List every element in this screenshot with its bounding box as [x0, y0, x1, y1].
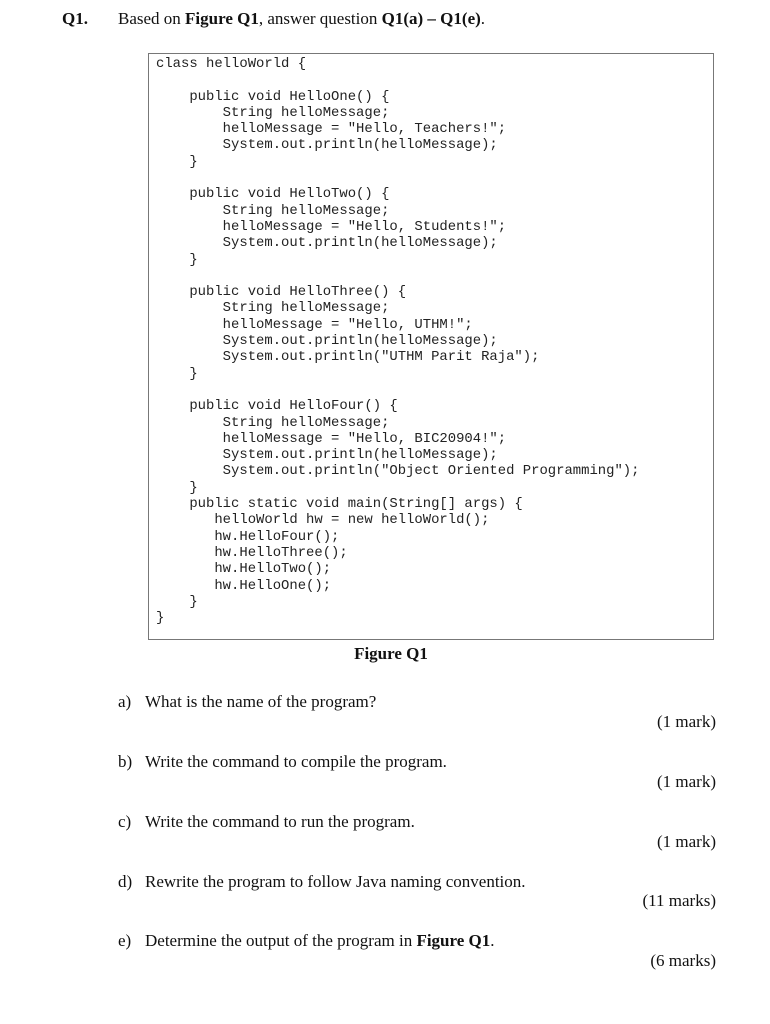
intro-text: . — [480, 9, 486, 28]
code-line: } — [156, 153, 198, 170]
code-line — [156, 72, 639, 88]
code-line: System.out.println(helloMessage); — [156, 333, 498, 350]
code-line: public void HelloTwo() { — [156, 186, 390, 203]
subquestion-c — [118, 812, 415, 832]
code-line: } — [156, 365, 198, 382]
code-line: hw.HelloFour(); — [156, 528, 340, 545]
marks-b: (1 mark) — [656, 772, 716, 791]
code-line: public static void main(String[] args) { — [156, 496, 523, 513]
code-line: } — [156, 251, 198, 268]
code-line: System.out.println(helloMessage); — [156, 235, 498, 252]
marks-a: (1 mark) — [656, 712, 716, 731]
subquestion-e — [118, 931, 495, 951]
code-line: public void HelloFour() { — [156, 398, 398, 415]
code-line: System.out.println("Object Oriented Programming"); — [156, 463, 640, 480]
code-line: helloMessage = "Hello, BIC20904!"; — [156, 430, 507, 447]
code-line: helloMessage = "Hello, UTHM!"; — [156, 316, 473, 333]
subquestion-b — [118, 752, 447, 772]
subquestion-text: Determine the output of the program in — [145, 931, 417, 950]
subquestion-text-end: . — [490, 931, 495, 950]
code-line: String helloMessage; — [156, 414, 390, 431]
code-line — [156, 268, 639, 284]
code-line: public void HelloThree() { — [156, 284, 407, 301]
subquestion-label: e) — [118, 931, 132, 950]
code-line: hw.HelloThree(); — [156, 544, 348, 561]
subquestion-text: Write the command to run the program. — [145, 812, 415, 831]
code-line: helloMessage = "Hello, Teachers!"; — [156, 121, 507, 138]
intro-text: Based on — [118, 9, 186, 28]
marks-e: (6 marks) — [650, 951, 716, 970]
code-line: System.out.println(helloMessage); — [156, 447, 498, 464]
code-line — [156, 170, 639, 186]
subquestion-label: b) — [118, 752, 133, 771]
code-line: } — [156, 479, 198, 496]
code-line: helloWorld hw = new helloWorld(); — [156, 512, 490, 529]
subquestion-figure-ref: Figure Q1 — [416, 931, 491, 950]
marks-c: (1 mark) — [656, 832, 716, 851]
code-line: String helloMessage; — [156, 202, 390, 219]
figure-caption: Figure Q1 — [354, 644, 428, 663]
code-line: helloMessage = "Hello, Students!"; — [156, 218, 507, 235]
subquestion-d — [118, 872, 526, 892]
subquestion-text: Write the command to compile the program. — [145, 752, 447, 771]
code-line: String helloMessage; — [156, 300, 390, 317]
subquestion-text: What is the name of the program? — [145, 692, 377, 711]
code-line: hw.HelloOne(); — [156, 577, 332, 594]
code-line: class helloWorld { — [156, 56, 307, 72]
code-listing — [156, 56, 639, 626]
subquestion-label: d) — [118, 872, 133, 891]
code-line — [156, 382, 639, 398]
question-number: Q1. — [62, 9, 88, 28]
intro-text: , answer question — [258, 9, 382, 28]
subquestion-text: Rewrite the program to follow Java naming convention. — [145, 872, 526, 891]
subquestion-a — [118, 692, 376, 712]
question-intro — [118, 9, 485, 29]
code-line: } — [156, 610, 165, 627]
subquestion-label: a) — [118, 692, 132, 711]
marks-d: (11 marks) — [642, 891, 716, 910]
code-line: String helloMessage; — [156, 104, 390, 121]
subquestion-label: c) — [118, 812, 132, 831]
code-figure-box — [148, 53, 714, 640]
code-line: } — [156, 593, 198, 610]
code-line: System.out.println("UTHM Parit Raja"); — [156, 349, 540, 366]
code-line: hw.HelloTwo(); — [156, 561, 332, 578]
code-line: public void HelloOne() { — [156, 88, 390, 105]
code-line: System.out.println(helloMessage); — [156, 137, 498, 154]
intro-figure-ref: Figure Q1 — [185, 9, 259, 28]
intro-question-range: Q1(a) – Q1(e) — [381, 9, 481, 28]
